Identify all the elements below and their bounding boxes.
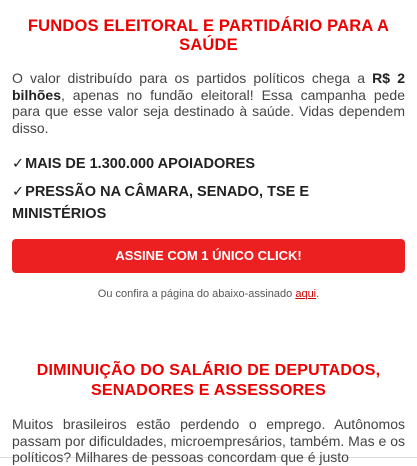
alt-text: Ou confira a página do abaixo-assinado: [97, 288, 296, 300]
check-icon: ✓: [12, 184, 25, 200]
benefit-label: PRESSÃO NA CÂMARA, SENADO, TSE E MINISTÉRIOS: [12, 184, 310, 222]
section-title: DIMINUIÇÃO DO SALÁRIO DE DEPUTADOS, SENADORES E ASSESSORES: [36, 362, 381, 399]
description-highlight: R$ 2 bilhões: [12, 70, 405, 103]
section-salario: [0, 361, 417, 466]
check-icon: ✓: [12, 156, 25, 172]
benefit-item-supporters: [12, 153, 405, 175]
section-description: [12, 70, 405, 136]
description-text: O valor distribuído para os partidos políticos chega a: [12, 70, 373, 86]
section-title: FUNDOS ELEITORAL E PARTIDÁRIO PARA A SAÚDE: [27, 17, 390, 54]
benefit-item-pressure: [12, 181, 405, 225]
benefit-label: MAIS DE 1.300.000 APOIADORES: [25, 156, 256, 172]
alt-link-line: [12, 288, 405, 300]
description-text-end: , apenas no fundão eleitoral! Essa campanha pede para que esse valor seja destinado à saúde. Vidas dependem disso.: [12, 86, 405, 136]
petition-page-link[interactable]: aqui: [295, 288, 317, 300]
alt-text-end: .: [316, 288, 320, 300]
section-description: Muitos brasileiros estão perdendo o emprego. Autônomos passam por dificuldades, microempresários, também. Mas e os políticos? Milhares de pessoas concordam que é justo: [12, 416, 405, 465]
sign-petition-button[interactable]: ASSINE COM 1 ÚNICO CLICK!: [12, 239, 405, 273]
